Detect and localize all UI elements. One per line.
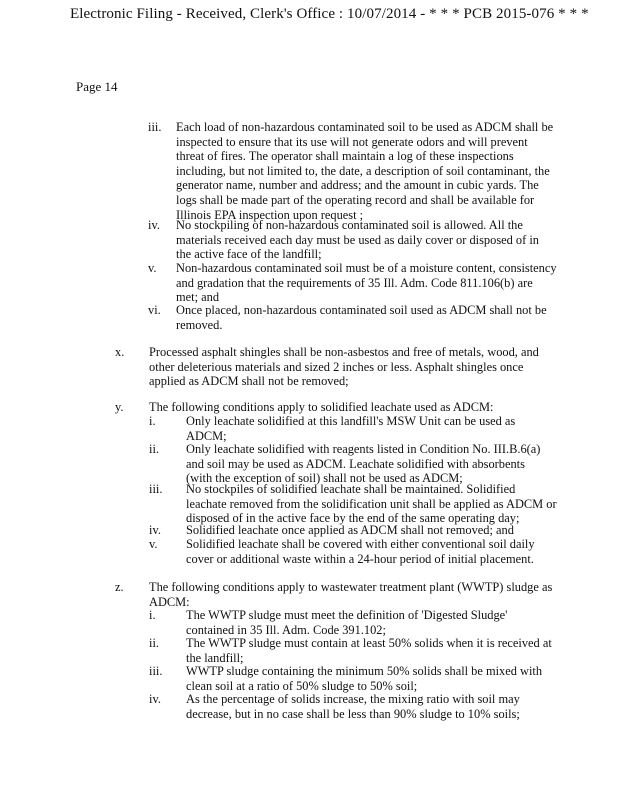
list-item-text: No stockpiling of non-hazardous contaminated soil is allowed. All the materials received each day must be used as daily cover or disposed of in the active face of the landfill; — [176, 218, 539, 262]
list-item-number: iii. — [148, 120, 162, 134]
filing-header: Electronic Filing - Received, Clerk's Office : 10/07/2014 - * * * PCB 2015-076 * * * — [70, 6, 589, 22]
sub-item-text: Only leachate solidified at this landfill's MSW Unit can be used as ADCM; — [186, 414, 516, 443]
sub-item-text: No stockpiles of solidified leachate shall be maintained. Solidified leachate removed from the solidification unit shall be applied as ADCM or disposed of in the active face by the end of the same operating day; — [186, 482, 557, 526]
sub-item-text: The WWTP sludge must meet the definition of 'Digested Sludge' contained in 35 Ill. Adm. Code 391.102; — [186, 608, 508, 637]
list-item-number: vi. — [148, 303, 161, 317]
sub-item-number: i. — [149, 608, 156, 622]
item-y-letter: y. — [115, 400, 124, 414]
page-number: Page 14 — [76, 79, 118, 94]
sub-item-text: Only leachate solidified with reagents listed in Condition No. III.B.6(a) and soil may be used as ADCM. Leachate solidified with absorbents (with the exception of soil) shall not be used as ADCM; — [186, 442, 541, 486]
list-item-number: v. — [148, 261, 157, 275]
item-y-intro: The following conditions apply to solidified leachate used as ADCM: — [149, 400, 494, 414]
sub-item-number: iv. — [149, 523, 161, 537]
sub-item-number: iii. — [149, 482, 163, 496]
list-item-text: Once placed, non-hazardous contaminated soil used as ADCM shall not be removed. — [176, 303, 547, 332]
sub-item-number: iii. — [149, 664, 163, 678]
sub-item-number: ii. — [149, 442, 159, 456]
item-x-letter: x. — [115, 345, 125, 359]
sub-item-text: Solidified leachate shall be covered with either conventional soil daily cover or additional waste within a 24-hour period of initial placement. — [186, 537, 535, 566]
item-z-intro: The following conditions apply to wastewater treatment plant (WWTP) sludge as ADCM: — [149, 580, 553, 609]
item-z-letter: z. — [115, 580, 124, 594]
sub-item-text: WWTP sludge containing the minimum 50% solids shall be mixed with clean soil at a ratio of 50% sludge to 50% soil; — [186, 664, 543, 693]
sub-item-text: The WWTP sludge must contain at least 50% solids when it is received at the landfill; — [186, 636, 552, 665]
list-item-text: Each load of non-hazardous contaminated soil to be used as ADCM shall be inspected to ensure that its use will not generate odors and will prevent threat of fires. The operator shall maintain a log of these inspections including, but not limited to, the date, a description of soil contaminant, the generator name, number and address; and the amount in cubic yards. The logs shall be made part of the operating record and shall be available for Illinois EPA inspection upon request ; — [176, 120, 554, 222]
sub-item-text: As the percentage of solids increase, the mixing ratio with soil may decrease, but in no case shall be less than 90% sludge to 10% soils; — [186, 692, 520, 721]
sub-item-number: v. — [149, 537, 158, 551]
list-item-number: iv. — [148, 218, 160, 232]
sub-item-number: i. — [149, 414, 156, 428]
sub-item-number: iv. — [149, 692, 161, 706]
sub-item-text: Solidified leachate once applied as ADCM shall not removed; and — [186, 523, 514, 537]
item-x-text: Processed asphalt shingles shall be non-asbestos and free of metals, wood, and other deleterious materials and sized 2 inches or less. Asphalt shingles once applied as ADCM shall not be removed; — [149, 345, 539, 389]
list-item-text: Non-hazardous contaminated soil must be of a moisture content, consistency and gradation that the requirements of 35 Ill. Adm. Code 811.106(b) are met; and — [176, 261, 557, 305]
sub-item-number: ii. — [149, 636, 159, 650]
